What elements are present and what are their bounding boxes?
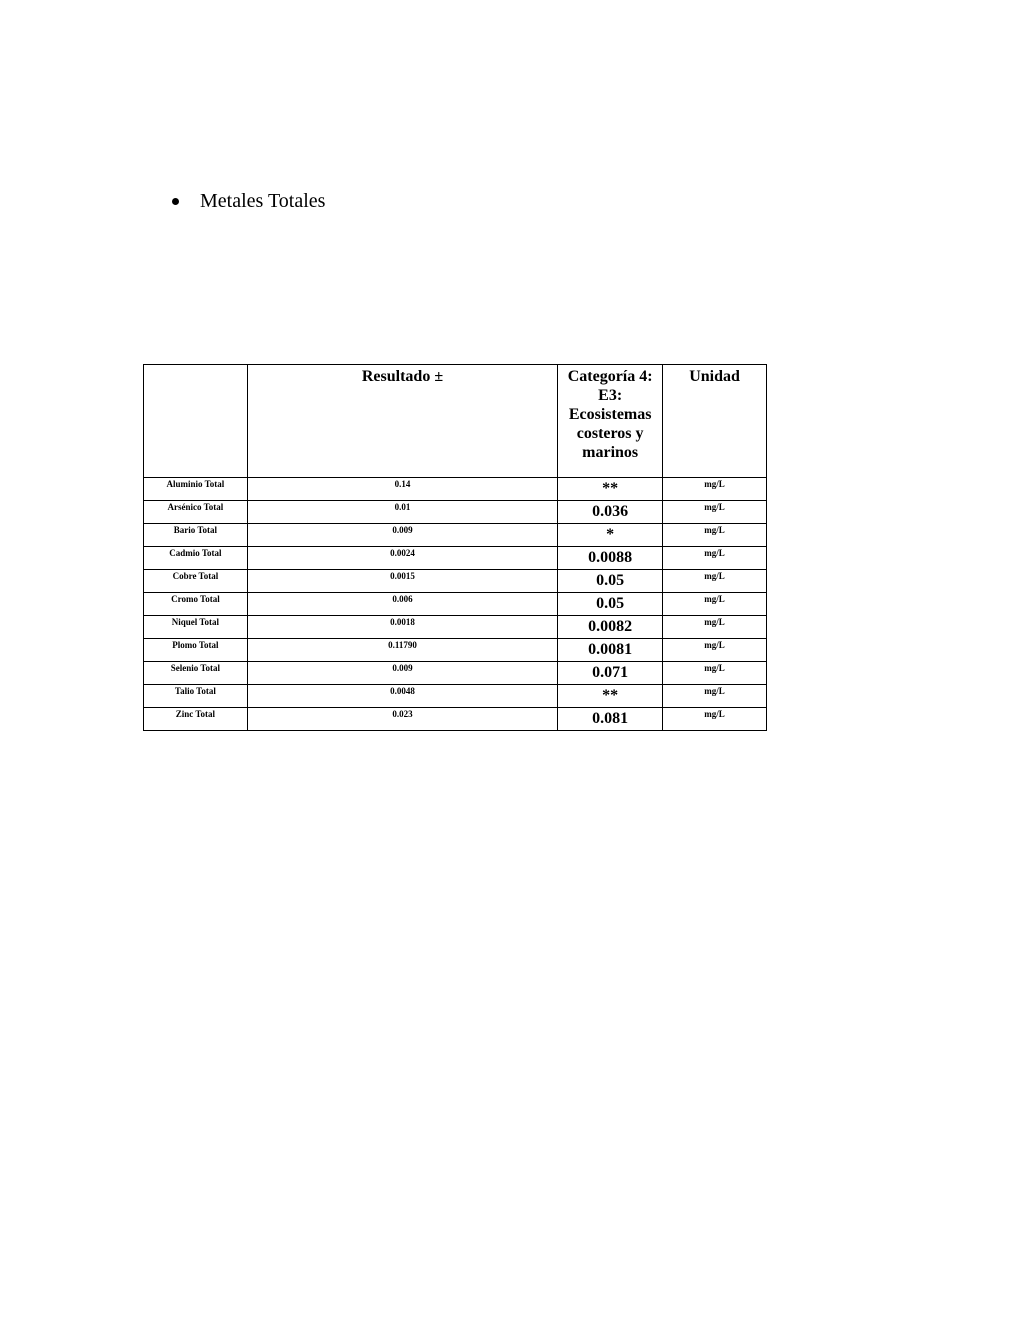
section-heading: Metales Totales xyxy=(200,190,326,212)
cell-result-text: 0.0024 xyxy=(390,548,415,558)
cell-result xyxy=(247,501,557,524)
cell-category xyxy=(558,570,663,593)
cell-parameter-text: Arsénico Total xyxy=(167,502,224,512)
cell-result xyxy=(247,524,557,547)
header-result: Resultado ± xyxy=(247,365,557,478)
cell-category-text: 0.0082 xyxy=(588,618,633,635)
cell-parameter-text: Bario Total xyxy=(173,525,218,535)
table-row xyxy=(144,616,767,639)
cell-result-text: 0.14 xyxy=(394,479,411,489)
cell-unit-text: mg/L xyxy=(704,502,725,512)
cell-parameter xyxy=(144,685,248,708)
cell-unit-text: mg/L xyxy=(704,525,725,535)
cell-unit-text: mg/L xyxy=(704,571,725,581)
cell-category xyxy=(558,524,663,547)
cell-category xyxy=(558,593,663,616)
cell-parameter-text: Niquel Total xyxy=(171,617,220,627)
cell-result-text: 0.009 xyxy=(392,663,413,673)
cell-result xyxy=(247,685,557,708)
cell-result xyxy=(247,639,557,662)
cell-result-text: 0.11790 xyxy=(388,640,417,650)
cell-parameter-text: Cobre Total xyxy=(172,571,219,581)
cell-result-text: 0.0048 xyxy=(390,686,415,696)
table-row xyxy=(144,570,767,593)
cell-result-text: 0.023 xyxy=(392,709,413,719)
table-row xyxy=(144,639,767,662)
cell-category-text: 0.071 xyxy=(592,664,629,681)
table-row xyxy=(144,708,767,731)
cell-category xyxy=(558,501,663,524)
cell-category xyxy=(558,662,663,685)
cell-category xyxy=(558,685,663,708)
cell-unit-text: mg/L xyxy=(704,594,725,604)
cell-category-text: 0.0088 xyxy=(588,549,633,566)
cell-result-text: 0.01 xyxy=(394,502,411,512)
cell-category xyxy=(558,639,663,662)
cell-category xyxy=(558,478,663,501)
cell-result-text: 0.009 xyxy=(392,525,413,535)
cell-parameter xyxy=(144,547,248,570)
cell-unit-text: mg/L xyxy=(704,548,725,558)
table-row xyxy=(144,501,767,524)
cell-category-text: 0.05 xyxy=(596,595,625,612)
cell-unit xyxy=(663,593,767,616)
cell-unit xyxy=(663,685,767,708)
table-row xyxy=(144,547,767,570)
cell-unit xyxy=(663,547,767,570)
cell-parameter xyxy=(144,662,248,685)
cell-parameter xyxy=(144,478,248,501)
cell-parameter-text: Talio Total xyxy=(174,686,216,696)
cell-unit xyxy=(663,616,767,639)
cell-parameter xyxy=(144,708,248,731)
cell-parameter xyxy=(144,639,248,662)
cell-category-text: 0.081 xyxy=(592,710,629,727)
cell-result xyxy=(247,662,557,685)
header-category: Categoría 4: E3: Ecosistemas costeros y marinos xyxy=(558,365,663,478)
cell-category-text: 0.0081 xyxy=(588,641,633,658)
cell-result xyxy=(247,616,557,639)
table-row xyxy=(144,685,767,708)
cell-parameter xyxy=(144,501,248,524)
cell-parameter xyxy=(144,524,248,547)
cell-result xyxy=(247,708,557,731)
table-header-row xyxy=(144,365,767,478)
cell-parameter-text: Cadmio Total xyxy=(169,548,222,558)
cell-category-text: 0.036 xyxy=(592,503,629,520)
cell-unit-text: mg/L xyxy=(704,663,725,673)
cell-result-text: 0.0015 xyxy=(390,571,415,581)
cell-parameter-text: Selenio Total xyxy=(170,663,221,673)
bullet-icon xyxy=(172,198,179,205)
table-row xyxy=(144,662,767,685)
cell-unit-text: mg/L xyxy=(704,479,725,489)
cell-parameter xyxy=(144,593,248,616)
cell-unit xyxy=(663,501,767,524)
cell-result-text: 0.0018 xyxy=(390,617,415,627)
cell-category xyxy=(558,616,663,639)
cell-parameter-text: Aluminio Total xyxy=(166,479,225,489)
cell-unit-text: mg/L xyxy=(704,686,725,696)
cell-unit-text: mg/L xyxy=(704,640,725,650)
cell-unit xyxy=(663,639,767,662)
cell-category-text: ** xyxy=(602,480,619,497)
cell-result xyxy=(247,570,557,593)
cell-unit-text: mg/L xyxy=(704,617,725,627)
cell-parameter-text: Cromo Total xyxy=(171,594,220,604)
cell-unit-text: mg/L xyxy=(704,709,725,719)
cell-unit xyxy=(663,524,767,547)
cell-result xyxy=(247,478,557,501)
header-parameter xyxy=(144,365,248,478)
cell-unit xyxy=(663,478,767,501)
cell-category xyxy=(558,547,663,570)
cell-parameter-text: Plomo Total xyxy=(172,640,219,650)
cell-result xyxy=(247,547,557,570)
cell-parameter xyxy=(144,616,248,639)
header-unit: Unidad xyxy=(663,365,767,478)
table-row xyxy=(144,478,767,501)
metals-table xyxy=(143,364,767,731)
cell-category-text: ** xyxy=(602,687,619,704)
cell-result-text: 0.006 xyxy=(392,594,413,604)
cell-parameter xyxy=(144,570,248,593)
cell-category-text: * xyxy=(606,526,615,543)
table-row xyxy=(144,524,767,547)
table-row xyxy=(144,593,767,616)
section-bullet xyxy=(172,188,325,214)
cell-unit xyxy=(663,570,767,593)
cell-category-text: 0.05 xyxy=(596,572,625,589)
cell-parameter-text: Zinc Total xyxy=(175,709,216,719)
cell-unit xyxy=(663,662,767,685)
cell-category xyxy=(558,708,663,731)
cell-unit xyxy=(663,708,767,731)
cell-result xyxy=(247,593,557,616)
